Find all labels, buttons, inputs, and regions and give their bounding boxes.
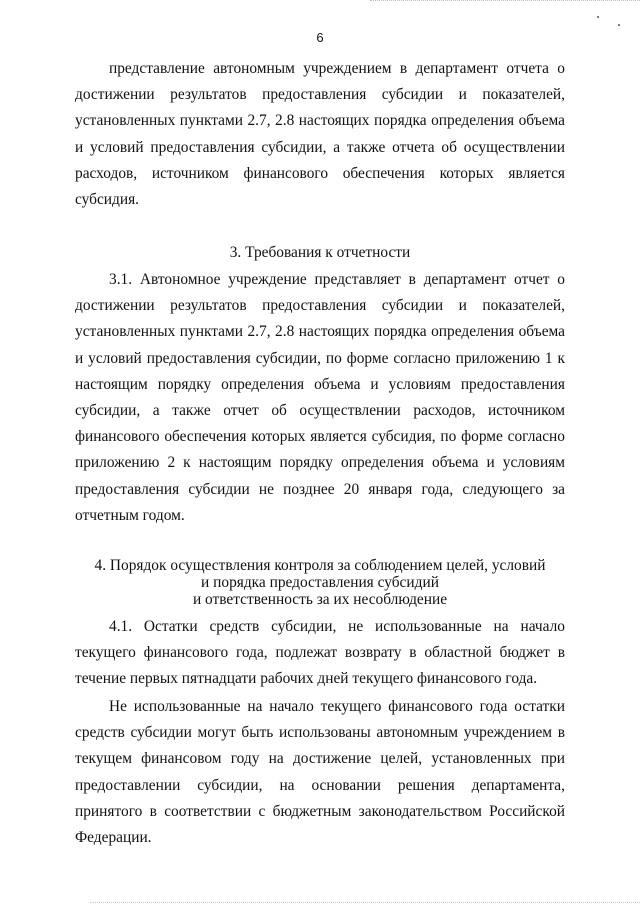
section-4-heading-line-3: и ответственность за их несоблюдение: [192, 591, 448, 608]
paragraph-4-1: 4.1. Остатки средств субсидии, не использованные на начало текущего финансового года, подлежат возврату в областной бюджет в течение первых пятнадцати рабочих дней текущего финансового года.: [75, 618, 565, 688]
intro-block: [75, 56, 565, 213]
scan-edge-bottom: [90, 901, 640, 903]
intro-paragraph: представление автономным учреждением в департамент отчета о достижении результатов предоставления субсидии и показателей, установленных пунктами 2.7, 2.8 настоящих порядка определения объема и условий предоставления субсидии, а также отчета об осуществлении расходов, источником финансового обеспечения которых является субсидия.: [75, 60, 565, 209]
scan-edge-top: [370, 0, 640, 2]
section-4-body: [75, 614, 565, 693]
paragraph-3-1: 3.1. Автономное учреждение представляет в департамент отчет о достижении результатов предоставления субсидии и показателей, установленных пунктами 2.7, 2.8 настоящих порядка определения объема и условий предоставления субсидии, по форме согласно приложению 1 к настоящим порядку определения объема и условиям предоставления субсидии, а также отчет об осуществлении расходов, источником финансового обеспечения которых является субсидия, по форме согласно приложению 2 к настоящим порядку определения объема и условиям предоставления субсидии не позднее 20 января года, следующего за отчетным годом.: [75, 271, 565, 524]
scan-speck: [618, 24, 620, 26]
page-number: 6: [316, 30, 324, 45]
section-4-body-continued: [75, 694, 565, 851]
section-3-body: [75, 267, 565, 529]
section-4-heading: [75, 557, 565, 608]
paragraph-4-1-remainder: Не использованные на начало текущего финансового года остатки средств субсидии могут быть использованы автономным учреждением в текущем финансовом году на достижение целей, установленных при предоставлении субсидии, на основании решения департамента, принятого в соответствии с бюджетным законодательством Российской Федерации.: [75, 698, 565, 847]
section-4-heading-line-1: 4. Порядок осуществления контроля за соблюдением целей, условий: [94, 557, 546, 574]
section-3-heading-text: 3. Требования к отчетности: [229, 244, 411, 261]
section-4-heading-line-2: и порядка предоставления субсидий: [201, 574, 439, 591]
section-3-heading: [75, 244, 565, 261]
scan-speck: [597, 16, 599, 18]
